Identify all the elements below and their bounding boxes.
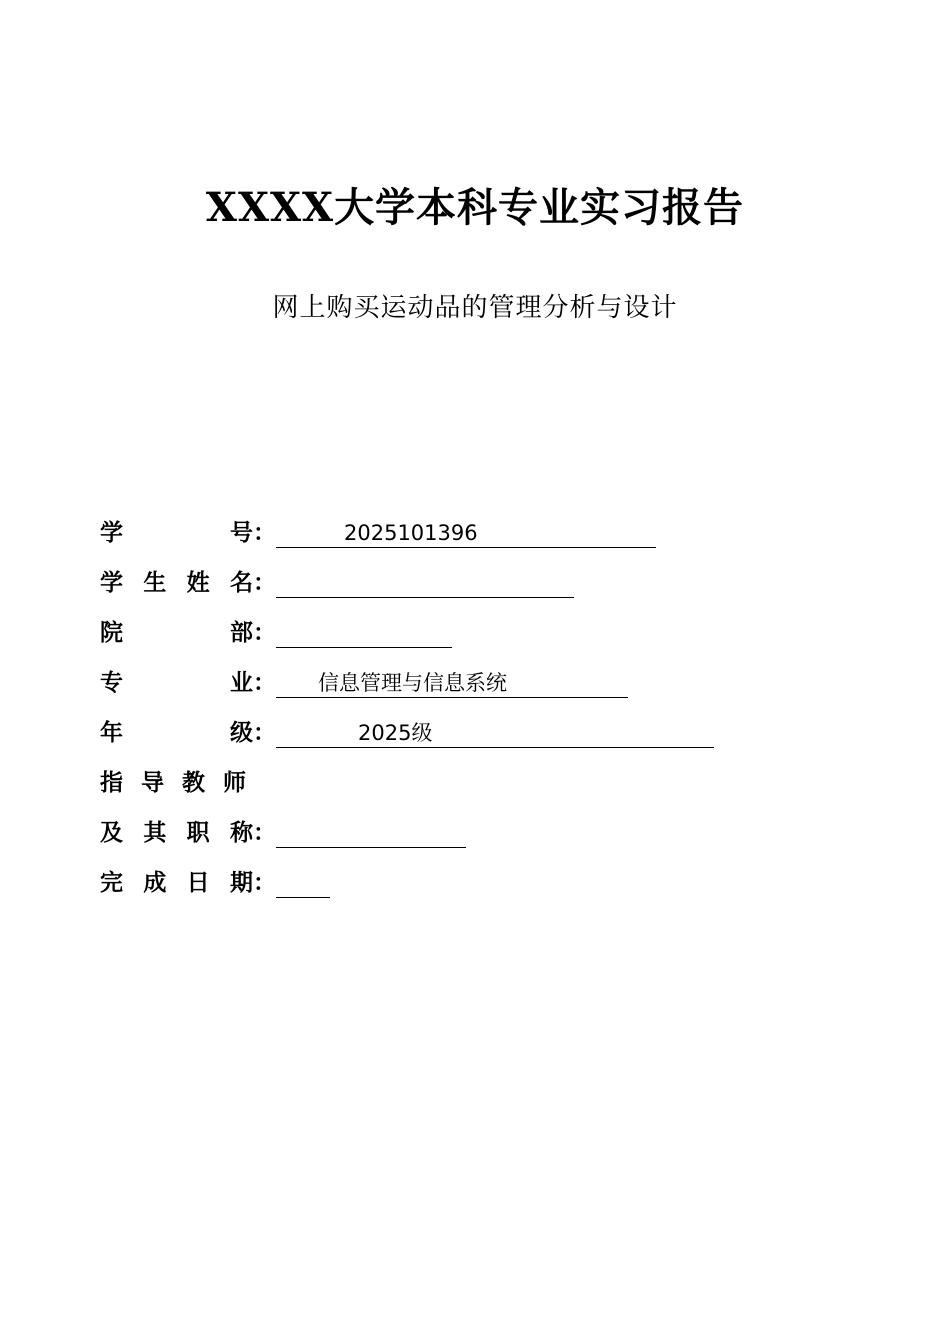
label-char: 名： [229, 569, 276, 596]
label-char: 师 [223, 769, 246, 796]
label-char: 导 [141, 769, 164, 796]
label-char: 及 [100, 819, 123, 846]
report-title: XXXX大学本科专业实习报告 [205, 184, 745, 231]
field-student-id [100, 512, 656, 548]
field-completion-date [100, 862, 330, 898]
field-label [100, 618, 276, 648]
field-label [100, 718, 276, 748]
field-label [100, 568, 276, 598]
label-char: 日 [186, 869, 210, 896]
field-advisor [100, 762, 246, 798]
label-char: 学 [100, 519, 123, 546]
label-char: 期： [229, 869, 276, 896]
label-char: 年 [100, 719, 123, 746]
field-label [100, 818, 276, 848]
label-char: 院 [100, 619, 123, 646]
label-char: 业： [230, 669, 276, 696]
advisor-title-field[interactable] [276, 819, 466, 848]
label-char: 完 [100, 869, 123, 896]
label-char: 其 [143, 819, 167, 846]
major-field[interactable] [276, 669, 628, 698]
label-char: 教 [182, 769, 205, 796]
report-subtitle: 网上购买运动品的管理分析与设计 [272, 293, 678, 323]
label-char: 学 [100, 569, 123, 596]
label-char: 专 [100, 669, 123, 696]
label-char: 级： [230, 719, 276, 746]
completion-date-field[interactable] [276, 869, 330, 898]
student-id-value: 2025101396 [344, 521, 478, 545]
label-char: 部： [230, 619, 276, 646]
department-field[interactable] [276, 619, 452, 648]
label-char: 称： [229, 819, 276, 846]
field-major [100, 662, 628, 698]
label-char: 成 [143, 869, 167, 896]
label-char: 号： [230, 519, 276, 546]
field-label [100, 768, 246, 798]
field-grade [100, 712, 714, 748]
student-id-field[interactable] [276, 519, 656, 548]
field-student-name [100, 562, 574, 598]
major-value: 信息管理与信息系统 [318, 671, 507, 695]
field-advisor-title [100, 812, 466, 848]
label-char: 生 [143, 569, 167, 596]
grade-value: 2025级 [358, 721, 433, 745]
grade-field[interactable] [276, 719, 714, 748]
label-char: 姓 [186, 569, 210, 596]
field-label [100, 668, 276, 698]
field-label [100, 518, 276, 548]
label-char: 职 [186, 819, 210, 846]
label-char: 指 [100, 769, 123, 796]
field-label [100, 868, 276, 898]
field-department [100, 612, 452, 648]
student-name-field[interactable] [276, 569, 574, 598]
